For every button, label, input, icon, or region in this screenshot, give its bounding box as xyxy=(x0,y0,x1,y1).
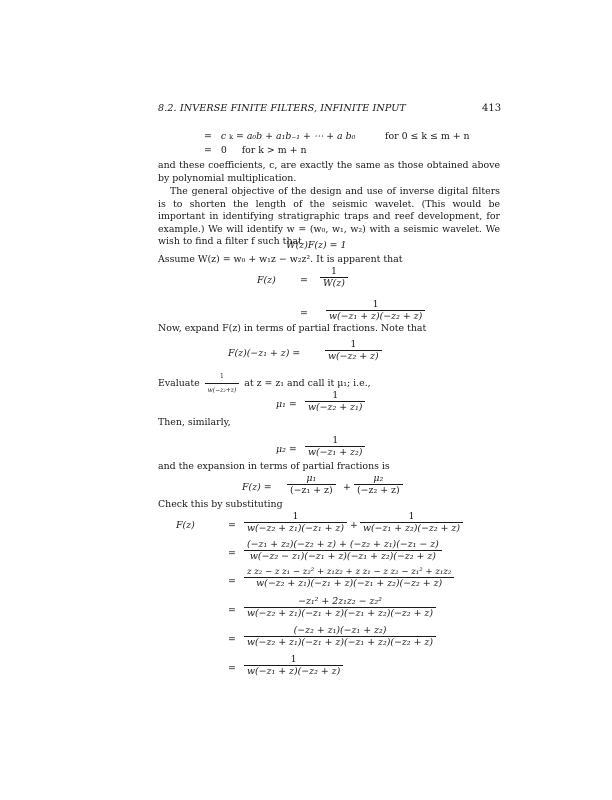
eq-mu2-lhs: μ₂ = xyxy=(276,444,297,455)
check-row-3-frac: $\frac{\text{z z₂ − z z₁ − z₂² + z₁z₂ + z z₁ − z z₂ − z₁² + z₁z₂}}{\text{w(−z₂ + z₁)(−z₁ + z)(−z₁ + z₂)(−z₂ + z)}}$ xyxy=(244,567,454,589)
check-equals-4: = xyxy=(228,605,236,616)
paragraph-1: and these coefficients, c, are exactly the same as those obtained above by polynomial multiplication. xyxy=(158,160,500,184)
check-equals-5: = xyxy=(228,634,236,645)
coeff-eq-line-1: = c k = a₀b + a₁b₋₁ + ⋯ + a b₀ xyxy=(204,131,356,142)
eq-expansion-lhs: F(z) = xyxy=(242,482,272,493)
check-equals-1: = xyxy=(228,520,236,531)
check-row-4-frac: $\frac{\text{−z₁² + 2z₁z₂ − z₂²}}{\text{w(−z₂ + z₁)(−z₁ + z)(−z₁ + z₂)(−z₂ + z)}}$ xyxy=(244,596,436,619)
check-row-1-frac-2: $\frac{1}{\text{w(−z₁ + z₂)(−z₂ + z)}}$ xyxy=(360,511,463,534)
eq-F-equals: = xyxy=(300,275,308,286)
coeff-cond-1: for 0 ≤ k ≤ m + n xyxy=(385,131,470,142)
eq-partial-lhs: F(z)(−z₁ + z) = xyxy=(228,348,301,359)
check-row-2-frac: $\frac{\text{(−z₁ + z₂)(−z₂ + z) + (−z₂ + z₁)(−z₁ − z)}}{\text{w(−z₂ − z₁)(−z₁ + z)(−z₁ + z₂)(−z₂ + z)}}$ xyxy=(244,539,442,562)
paragraph-8: Check this by substituting xyxy=(158,499,283,510)
eq-F-lhs: F(z) xyxy=(257,275,276,286)
paragraph-3: Assume W(z) = w₀ + w₁z − w₂z². It is apparent that xyxy=(158,254,403,265)
equation-wf: W(z)F(z) = 1 xyxy=(286,240,347,251)
check-row-5-frac: $\frac{\text{(−z₂ + z₁)(−z₁ + z₂)}}{\text{w(−z₂ + z₁)(−z₁ + z)(−z₁ + z₂)(−z₂ + z)}}$ xyxy=(244,625,436,648)
paragraph-4: Now, expand F(z) in terms of partial fractions. Note that xyxy=(158,323,427,334)
coeff-eq-line-2: = 0 for k > m + n xyxy=(204,145,307,156)
paragraph-2: The general objective of the design and use of inverse digital filters is to shorten the length of the seismic wavelet. (This would be important in identifying stratigraphic traps and reef development, for example.) We will identify w = (w₀, w₁, w₂) with a seismic wavelet. We wish to find a filter f such that xyxy=(158,186,500,248)
paragraph-6: Then, similarly, xyxy=(158,417,231,428)
eq-F-equals-2: = xyxy=(300,308,308,319)
check-equals-3: = xyxy=(228,576,236,587)
eq-expansion-frac-2: $\frac{\text{μ₂}}{\text{(−z₂ + z)}}$ xyxy=(354,473,403,496)
page-number: 413 xyxy=(482,103,502,114)
check-lhs: F(z) xyxy=(176,520,195,531)
eq-F-frac-1: $\frac{1}{W(z)}$ xyxy=(320,266,348,289)
check-row-1-plus: + xyxy=(350,520,358,531)
eq-partial-frac: $\frac{1}{\text{w(−z₂ + z)}}$ xyxy=(325,339,382,362)
eq-mu1-lhs: μ₁ = xyxy=(276,399,297,410)
eq-expansion-plus: + xyxy=(343,482,351,493)
eq-F-frac-2: $\frac{1}{\text{w(−z₁ + z)(−z₂ + z)}}$ xyxy=(326,299,425,322)
check-equals-6: = xyxy=(228,663,236,674)
eq-expansion-frac-1: $\frac{\text{μ₁}}{\text{(−z₁ + z)}}$ xyxy=(287,473,336,496)
eq-mu2-frac: $\frac{1}{\text{w(−z₁ + z₂)}}$ xyxy=(305,435,365,458)
check-row-1-frac-1: $\frac{1}{\text{w(−z₂ + z₁)(−z₁ + z)}}$ xyxy=(244,511,347,534)
paragraph-5: Evaluate $\frac{1}{\text{w(−z₂+z)}}$ at z = z₁ and call it μ₁; i.e., xyxy=(158,370,371,397)
check-row-6-frac: $\frac{1}{\text{w(−z₁ + z)(−z₂ + z)}}$ xyxy=(244,654,343,677)
check-equals-2: = xyxy=(228,548,236,559)
eq-mu1-frac: $\frac{1}{\text{w(−z₂ + z₁)}}$ xyxy=(305,390,365,413)
running-header: 8.2. INVERSE FINITE FILTERS, INFINITE INPUT xyxy=(158,103,406,114)
paragraph-7: and the expansion in terms of partial fractions is xyxy=(158,461,390,472)
